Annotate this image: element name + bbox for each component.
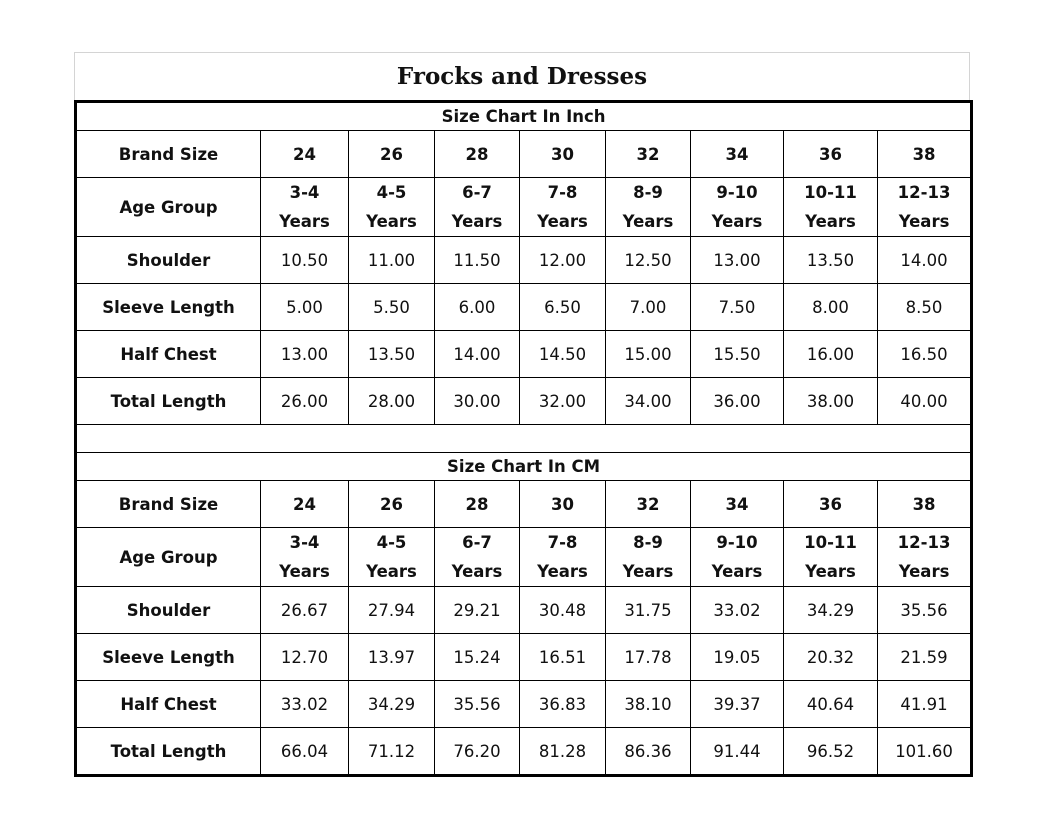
age-unit: Years (537, 212, 588, 231)
table-cell: 36.00 (691, 378, 784, 425)
half-chest-row (76, 681, 972, 728)
age-unit: Years (451, 212, 503, 231)
age-range: 3-4 (289, 533, 320, 552)
table-cell: 30 (520, 131, 606, 178)
table-cell: 38 (878, 481, 972, 528)
table-cell: 32.00 (520, 378, 606, 425)
table-cell: 36.83 (520, 681, 606, 728)
table-cell: 12.70 (261, 634, 349, 681)
table-cell: 30.00 (435, 378, 520, 425)
table-cell: 32 (606, 481, 691, 528)
row-label: Age Group (76, 178, 261, 237)
table-cell: 33.02 (261, 681, 349, 728)
shoulder-row (76, 237, 972, 284)
table-cell: 16.50 (878, 331, 972, 378)
table-cell: 101.60 (878, 728, 972, 776)
table-cell (349, 178, 435, 237)
table-cell (878, 178, 972, 237)
age-range: 10-11 (804, 533, 857, 552)
brand-size-row (76, 131, 972, 178)
table-cell: 5.50 (349, 284, 435, 331)
table-cell: 10.50 (261, 237, 349, 284)
table-cell: 33.02 (691, 587, 784, 634)
table-cell: 13.50 (349, 331, 435, 378)
age-range: 6-7 (462, 183, 492, 202)
table-cell: 32 (606, 131, 691, 178)
age-unit: Years (711, 562, 763, 581)
age-range: 3-4 (289, 183, 320, 202)
table-cell: 17.78 (606, 634, 691, 681)
sleeve-length-row (76, 284, 972, 331)
row-label: Sleeve Length (76, 284, 261, 331)
table-cell: 34.29 (784, 587, 878, 634)
age-unit: Years (622, 212, 674, 231)
table-cell: 6.50 (520, 284, 606, 331)
row-label: Brand Size (76, 481, 261, 528)
table-cell: 34 (691, 131, 784, 178)
table-cell: 24 (261, 481, 349, 528)
table-cell: 26.00 (261, 378, 349, 425)
table-cell: 38 (878, 131, 972, 178)
table-cell: 35.56 (878, 587, 972, 634)
table-cell: 81.28 (520, 728, 606, 776)
table-cell: 15.00 (606, 331, 691, 378)
table-cell: 12.00 (520, 237, 606, 284)
table-cell: 31.75 (606, 587, 691, 634)
row-label: Half Chest (76, 331, 261, 378)
table-cell: 96.52 (784, 728, 878, 776)
table-cell (691, 178, 784, 237)
row-label: Total Length (76, 728, 261, 776)
table-cell: 24 (261, 131, 349, 178)
table-cell: 28.00 (349, 378, 435, 425)
age-unit: Years (898, 212, 950, 231)
table-cell: 34.00 (606, 378, 691, 425)
age-group-row (76, 178, 972, 237)
age-group-row (76, 528, 972, 587)
table-cell: 12.50 (606, 237, 691, 284)
table-cell (261, 178, 349, 237)
table-cell: 34 (691, 481, 784, 528)
shoulder-row (76, 587, 972, 634)
table-cell: 16.00 (784, 331, 878, 378)
page-title: Frocks and Dresses (74, 52, 970, 100)
table-cell: 30.48 (520, 587, 606, 634)
size-chart-table (74, 100, 973, 777)
table-cell: 40.64 (784, 681, 878, 728)
table-cell: 13.50 (784, 237, 878, 284)
table-cell: 29.21 (435, 587, 520, 634)
table-cell: 40.00 (878, 378, 972, 425)
age-range: 7-8 (547, 183, 578, 202)
table-cell: 26 (349, 481, 435, 528)
total-length-row (76, 728, 972, 776)
table-cell: 41.91 (878, 681, 972, 728)
table-cell: 8.00 (784, 284, 878, 331)
age-range: 6-7 (462, 533, 492, 552)
row-label: Brand Size (76, 131, 261, 178)
spacer-cell (76, 425, 972, 453)
table-cell: 14.50 (520, 331, 606, 378)
age-unit: Years (366, 562, 417, 581)
table-cell: 5.00 (261, 284, 349, 331)
row-label: Sleeve Length (76, 634, 261, 681)
table-cell (261, 528, 349, 587)
age-range: 4-5 (376, 533, 407, 552)
table-cell: 13.00 (691, 237, 784, 284)
table-cell: 13.97 (349, 634, 435, 681)
table-cell: 26 (349, 131, 435, 178)
table-cell: 66.04 (261, 728, 349, 776)
age-range: 4-5 (376, 183, 407, 202)
row-label: Age Group (76, 528, 261, 587)
table-cell: 11.00 (349, 237, 435, 284)
table-cell (435, 178, 520, 237)
sleeve-length-row (76, 634, 972, 681)
table-cell: 35.56 (435, 681, 520, 728)
table-cell: 86.36 (606, 728, 691, 776)
section-heading-row (76, 102, 972, 131)
age-unit: Years (711, 212, 763, 231)
age-unit: Years (366, 212, 417, 231)
age-range: 8-9 (633, 183, 663, 202)
half-chest-row (76, 331, 972, 378)
brand-size-row (76, 481, 972, 528)
table-cell: 6.00 (435, 284, 520, 331)
age-unit: Years (279, 562, 330, 581)
table-spacer-row (76, 425, 972, 453)
table-cell (784, 178, 878, 237)
table-cell (606, 178, 691, 237)
table-cell: 21.59 (878, 634, 972, 681)
age-unit: Years (805, 562, 856, 581)
section-heading: Size Chart In Inch (76, 102, 972, 131)
table-cell: 76.20 (435, 728, 520, 776)
table-cell: 91.44 (691, 728, 784, 776)
table-cell: 15.50 (691, 331, 784, 378)
table-cell: 14.00 (878, 237, 972, 284)
table-cell: 39.37 (691, 681, 784, 728)
age-range: 9-10 (716, 183, 758, 202)
table-cell: 38.10 (606, 681, 691, 728)
table-cell: 71.12 (349, 728, 435, 776)
table-cell (691, 528, 784, 587)
age-unit: Years (622, 562, 674, 581)
age-range: 9-10 (716, 533, 758, 552)
table-cell: 20.32 (784, 634, 878, 681)
table-cell: 28 (435, 131, 520, 178)
table-cell (435, 528, 520, 587)
table-cell: 8.50 (878, 284, 972, 331)
age-range: 8-9 (633, 533, 663, 552)
table-cell: 30 (520, 481, 606, 528)
table-cell: 27.94 (349, 587, 435, 634)
table-cell: 36 (784, 481, 878, 528)
table-cell: 16.51 (520, 634, 606, 681)
table-cell: 38.00 (784, 378, 878, 425)
table-cell (784, 528, 878, 587)
age-unit: Years (537, 562, 588, 581)
total-length-row (76, 378, 972, 425)
section-heading: Size Chart In CM (76, 453, 972, 481)
age-range: 10-11 (804, 183, 857, 202)
table-cell: 15.24 (435, 634, 520, 681)
row-label: Total Length (76, 378, 261, 425)
age-unit: Years (279, 212, 330, 231)
table-cell (520, 528, 606, 587)
row-label: Half Chest (76, 681, 261, 728)
table-cell (606, 528, 691, 587)
age-unit: Years (805, 212, 856, 231)
age-unit: Years (451, 562, 503, 581)
row-label: Shoulder (76, 587, 261, 634)
table-cell: 7.00 (606, 284, 691, 331)
size-chart-sheet (74, 52, 970, 777)
age-range: 7-8 (547, 533, 578, 552)
section-heading-row (76, 453, 972, 481)
table-cell: 13.00 (261, 331, 349, 378)
age-range: 12-13 (897, 183, 951, 202)
table-cell: 14.00 (435, 331, 520, 378)
table-cell: 36 (784, 131, 878, 178)
table-cell (349, 528, 435, 587)
table-cell: 28 (435, 481, 520, 528)
table-cell: 26.67 (261, 587, 349, 634)
table-cell: 11.50 (435, 237, 520, 284)
table-cell: 19.05 (691, 634, 784, 681)
age-unit: Years (898, 562, 950, 581)
age-range: 12-13 (897, 533, 951, 552)
table-cell (878, 528, 972, 587)
table-cell (520, 178, 606, 237)
table-cell: 34.29 (349, 681, 435, 728)
table-cell: 7.50 (691, 284, 784, 331)
row-label: Shoulder (76, 237, 261, 284)
